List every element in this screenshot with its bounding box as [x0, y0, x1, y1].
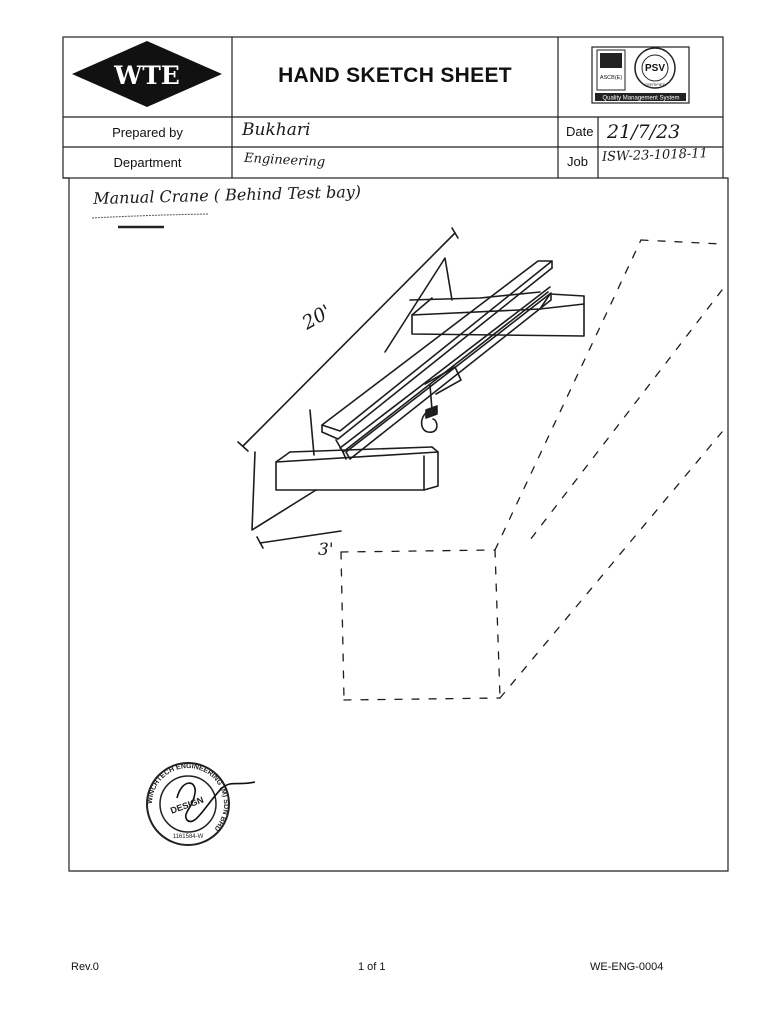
far-wall-plate — [385, 258, 452, 352]
near-wall-plate — [252, 452, 316, 530]
cert-badge-text: ASCB(E) — [599, 75, 623, 81]
psv-ring-text: CERTIFIED — [644, 82, 666, 87]
stamp-reg-no: 1161584-W — [172, 834, 204, 840]
company-stamp — [137, 758, 267, 858]
cert-strip-text: Quality Management System — [602, 95, 680, 102]
stamp-ring-text: WINCHTECH ENGINEERING (M) SDN BHD — [146, 762, 230, 833]
length-dimension-line — [238, 228, 458, 451]
width-dimension-label: 3' — [318, 540, 334, 560]
i-beam-rail — [322, 261, 552, 459]
department-label: Department — [113, 155, 182, 170]
job-value: ISW-23-1018-11 — [601, 146, 709, 165]
document-number: WE-ENG-0004 — [590, 961, 664, 973]
revision-label: Rev.0 — [71, 961, 99, 973]
date-label: Date — [566, 124, 594, 139]
date-value: 21/7/23 — [607, 121, 681, 143]
page-number: 1 of 1 — [358, 961, 386, 973]
prepared-by-value: Bukhari — [242, 120, 311, 140]
page-title: HAND SKETCH SHEET — [278, 64, 512, 87]
prepared-by-label: Prepared by — [112, 125, 183, 140]
department-value: Engineering — [243, 150, 326, 171]
wte-logo-text: WTE — [114, 61, 180, 90]
psv-text: PSV — [644, 63, 666, 74]
job-label: Job — [567, 154, 588, 169]
far-support-beam — [412, 294, 584, 336]
stamp-center-text: DESIGN — [169, 794, 205, 816]
length-dimension-label: 20' — [298, 300, 335, 335]
sketch-caption: Manual Crane ( Behind Test bay) — [93, 181, 362, 208]
